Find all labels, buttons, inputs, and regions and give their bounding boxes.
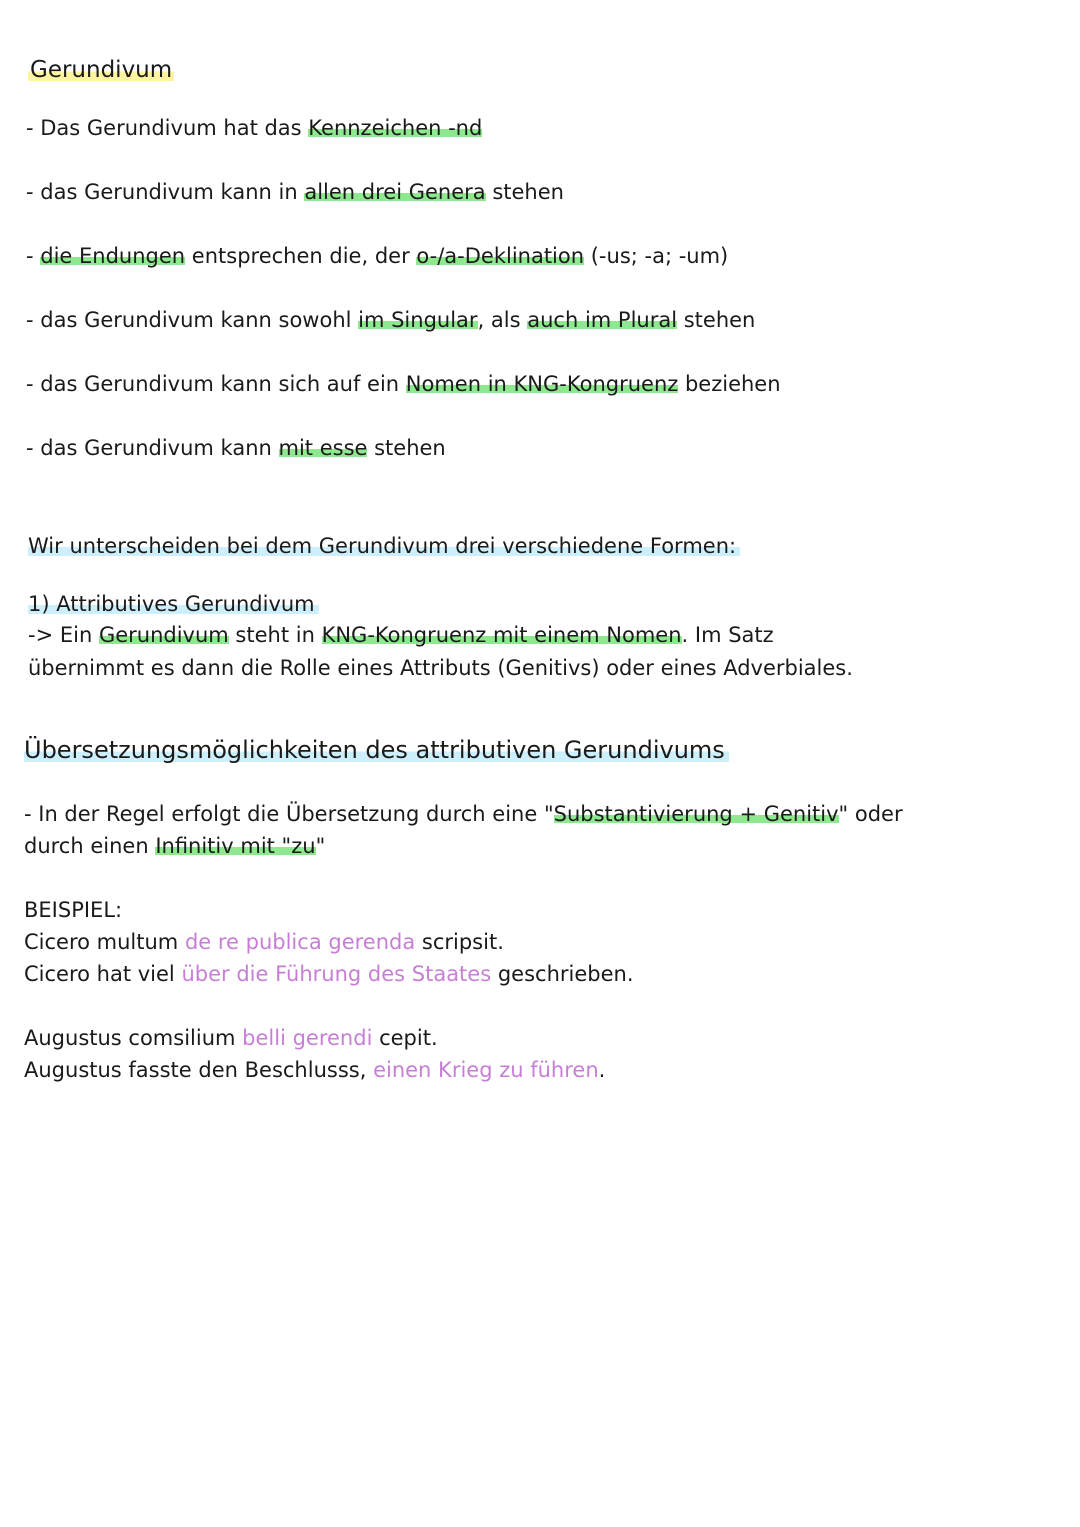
example-label-text: BEISPIEL: xyxy=(24,898,123,922)
rule-1 xyxy=(26,114,482,142)
example-translation: einen Krieg zu führen xyxy=(373,1058,599,1082)
translation-highlight: Infinitiv mit "zu xyxy=(155,834,316,858)
rule-text: - das Gerundivum kann sich auf ein xyxy=(26,372,406,396)
translation-text: durch einen xyxy=(24,834,156,858)
rule-highlight: im Singular xyxy=(358,308,478,332)
example-gerundive: belli gerendi xyxy=(242,1026,373,1050)
form1-heading-text: 1) Attributives Gerundivum xyxy=(28,592,319,616)
translation-text: - In der Regel erfolgt die Übersetzung durch eine " xyxy=(24,802,554,826)
rule-highlight: auch im Plural xyxy=(527,308,678,332)
rule-text: stehen xyxy=(677,308,756,332)
example-1-latin xyxy=(24,928,504,956)
example-text: Augustus comsilium xyxy=(24,1026,243,1050)
example-translation: über die Führung des Staates xyxy=(181,962,492,986)
example-text: geschrieben. xyxy=(491,962,634,986)
rule-4 xyxy=(26,306,755,334)
rule-2 xyxy=(26,178,564,206)
rule-5 xyxy=(26,370,781,398)
rule-6 xyxy=(26,434,446,462)
example-text: Cicero multum xyxy=(24,930,185,954)
rule-highlight: allen drei Genera xyxy=(304,180,486,204)
forms-intro xyxy=(28,532,740,560)
form1-line-2 xyxy=(28,654,853,682)
translation-line-1 xyxy=(24,800,903,828)
form1-text: steht in xyxy=(228,623,322,647)
rule-text: stehen xyxy=(367,436,446,460)
rule-highlight: o-/a-Deklination xyxy=(416,244,585,268)
example-label xyxy=(24,896,122,924)
translation-text: " xyxy=(315,834,326,858)
translation-line-2 xyxy=(24,832,325,860)
example-2-latin xyxy=(24,1024,438,1052)
example-text: Cicero hat viel xyxy=(24,962,182,986)
translation-text: " oder xyxy=(838,802,903,826)
rule-highlight: Kennzeichen -nd xyxy=(308,116,483,140)
form1-heading xyxy=(28,590,319,618)
example-text: scripsit. xyxy=(415,930,504,954)
example-text: cepit. xyxy=(372,1026,438,1050)
rule-text: - das Gerundivum kann sowohl xyxy=(26,308,359,332)
example-1-german xyxy=(24,960,634,988)
form1-text: . Im Satz xyxy=(681,623,774,647)
rule-text: - das Gerundivum kann in xyxy=(26,180,305,204)
rule-highlight: mit esse xyxy=(278,436,368,460)
rule-highlight: die Endungen xyxy=(40,244,186,268)
rule-text: beziehen xyxy=(678,372,781,396)
form1-text: -> Ein xyxy=(28,623,99,647)
form1-highlight: Gerundivum xyxy=(98,623,229,647)
example-2-german xyxy=(24,1056,605,1084)
rule-text: , als xyxy=(477,308,528,332)
form1-line-1 xyxy=(28,621,774,649)
rule-text: (-us; -a; -um) xyxy=(584,244,729,268)
page-title xyxy=(28,56,174,84)
translation-heading xyxy=(24,736,729,764)
form1-highlight: KNG-Kongruenz mit einem Nomen xyxy=(321,623,682,647)
rule-text: entsprechen die, der xyxy=(185,244,417,268)
example-gerundive: de re publica gerenda xyxy=(184,930,416,954)
example-text: Augustus fasste den Beschlusss, xyxy=(24,1058,374,1082)
translation-heading-text: Übersetzungsmöglichkeiten des attributiven Gerundivums xyxy=(24,736,729,764)
rule-text: - xyxy=(26,244,41,268)
rule-highlight: Nomen in KNG-Kongruenz xyxy=(405,372,679,396)
forms-intro-text: Wir unterscheiden bei dem Gerundivum drei verschiedene Formen: xyxy=(28,534,740,558)
example-text: . xyxy=(598,1058,606,1082)
title-text: Gerundivum xyxy=(30,57,173,83)
form1-text: übernimmt es dann die Rolle eines Attributs (Genitivs) oder eines Adverbiales. xyxy=(28,656,853,680)
rule-3 xyxy=(26,242,728,270)
rule-text: - Das Gerundivum hat das xyxy=(26,116,309,140)
rule-text: - das Gerundivum kann xyxy=(26,436,279,460)
rule-text: stehen xyxy=(485,180,564,204)
translation-highlight: Substantivierung + Genitiv xyxy=(553,802,839,826)
